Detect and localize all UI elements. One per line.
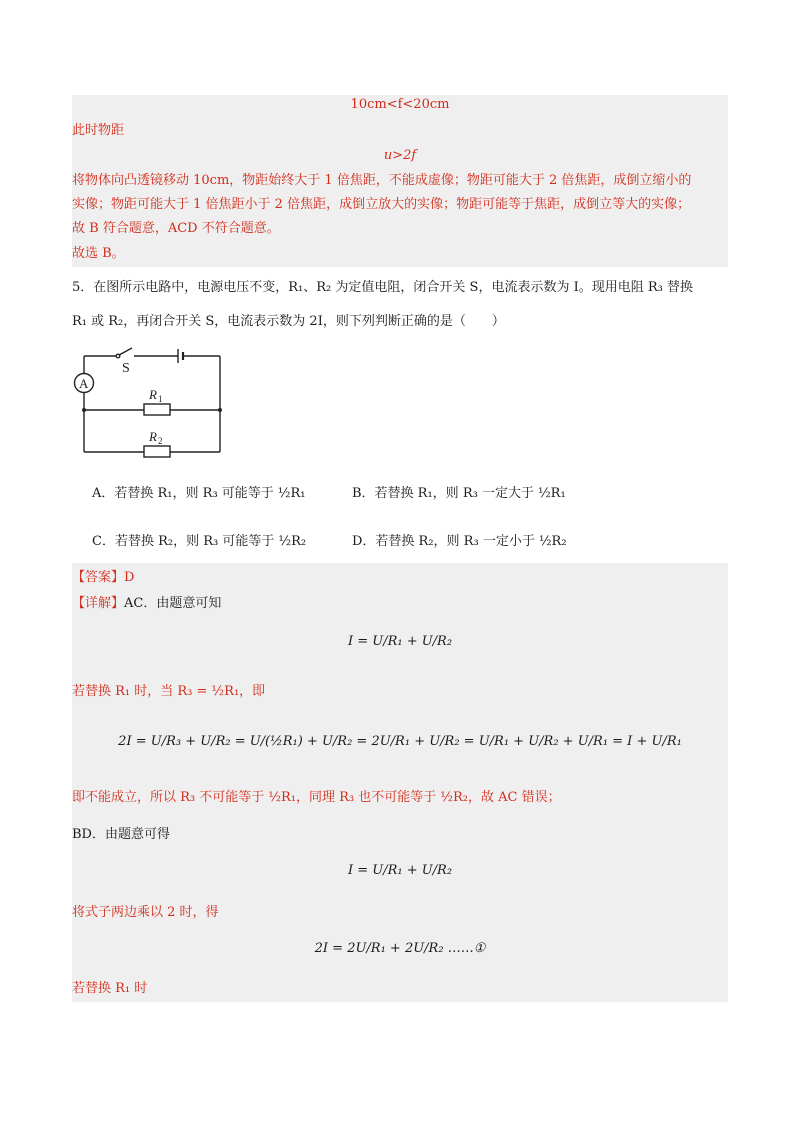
option-b[interactable]: B．若替换 R₁，则 R₃ 一定大于 ½R₁ [352,486,566,501]
resistor-r1 [144,404,170,415]
answer-value: D [124,570,135,585]
conclusion-ac: 即不能成立，所以 R₃ 不可能等于 ½R₁，同理 R₃ 也不可能等于 ½R₂，故 AC 错误； [72,790,561,805]
answer-line [72,569,134,587]
object-distance-condition [72,147,728,165]
bd-intro: BD．由题意可得 [72,827,170,842]
junction-right [218,408,222,412]
equation-4: 2I = 2U/R₁ + 2U/R₂ ……① [314,941,486,956]
label-object-distance: 此时物距 [72,123,125,138]
focal-range-text: 10cm<f<20cm [350,97,450,112]
option-c[interactable]: C．若替换 R₂，则 R₃ 可能等于 ½R₂ [92,534,307,549]
switch-label: S [122,361,130,376]
option-a[interactable]: A．若替换 R₁，则 R₃ 可能等于 ½R₁ [92,486,306,501]
r2-label: R [149,429,157,444]
r1-subscript: 1 [158,394,163,404]
multiply-line: 将式子两边乘以 2 时，得 [72,905,219,920]
junction-left [82,408,86,412]
equation-3: I = U/R₁ + U/R₂ [347,863,453,878]
circuit-diagram [68,340,228,465]
question-line-2: R₁ 或 R₂，再闭合开关 S，电流表示数为 2I，则下列判断正确的是（ ） [72,314,505,329]
ammeter-label: A [79,376,89,391]
choice-line: 故选 B。 [72,246,125,261]
r2-subscript: 2 [158,436,163,446]
switch-blade [119,348,132,355]
resistor-r2 [144,446,170,457]
detail-line [72,595,221,613]
replace-r1-when: 若替换 R₁ 时，当 R₃ = ½R₁，即 [72,684,266,699]
detail-intro: AC．由题意可知 [124,596,222,611]
object-distance-text: u>2f [383,148,417,163]
r1-label: R [149,387,157,402]
equation-2: 2I = U/R₃ + U/R₂ = U/(½R₁) + U/R₂ = 2U/R₁ + U/R₂ = U/R₁ + U/R₂ + U/R₁ = I + U/R₁ [118,734,682,749]
answer-tag: 【答案】 [72,570,125,585]
equation-1: I = U/R₁ + U/R₂ [347,634,453,649]
detail-tag: 【详解】 [72,596,125,611]
option-d[interactable]: D．若替换 R₂，则 R₃ 一定小于 ½R₂ [352,534,567,549]
analysis-line-2: 实像；物距可能大于 1 倍焦距小于 2 倍焦距，成倒立放大的实像；物距可能等于焦距，成倒立等大的实像； [72,197,691,212]
replace-r1-line: 若替换 R₁ 时 [72,981,148,996]
solution-highlight-panel [72,563,728,1002]
analysis-line-1: 将物体向凸透镜移动 10cm，物距始终大于 1 倍焦距，不能成虚像；物距可能大于 2 倍焦距，成倒立缩小的 [72,173,692,188]
question-line-1: 5．在图所示电路中，电源电压不变，R₁、R₂ 为定值电阻，闭合开关 S，电流表示数为 I。现用电阻 R₃ 替换 [72,280,693,295]
analysis-line-3: 故 B 符合题意，ACD 不符合题意。 [72,221,280,236]
focal-range [72,96,728,114]
